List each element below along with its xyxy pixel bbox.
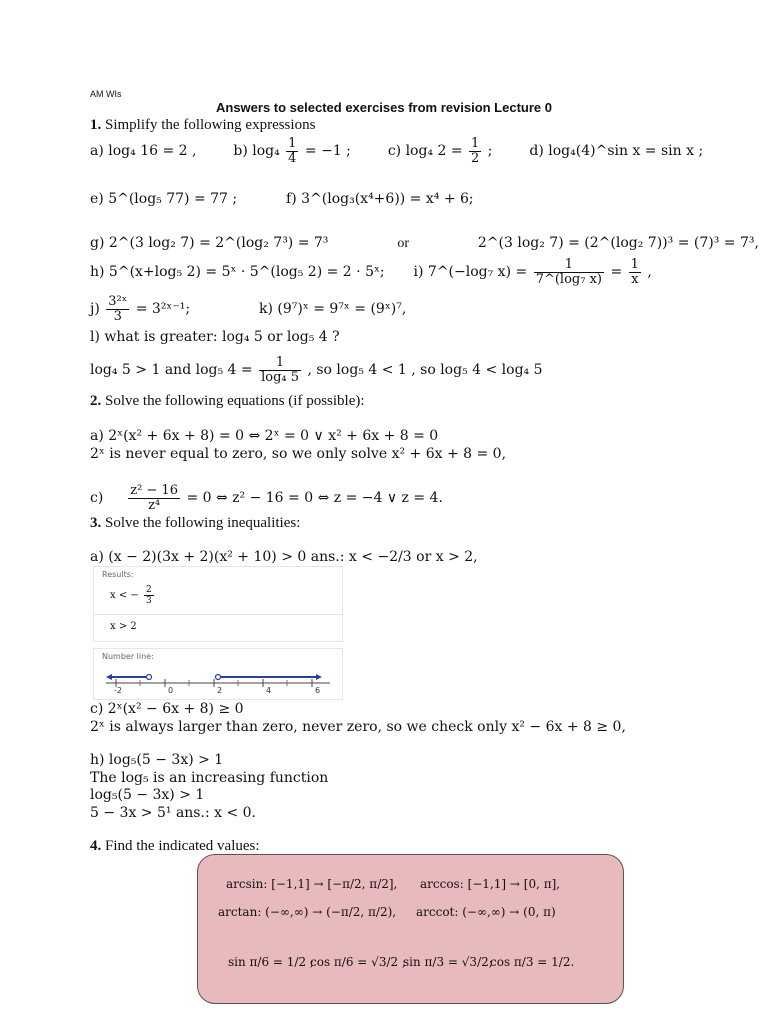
expr-g-or: or <box>397 236 410 251</box>
expr-f: f) 3^(log₃(x⁴+6)) = x⁴ + 6; <box>286 191 474 207</box>
eq-a: a) 2ˣ(x² + 6x + 8) = 0 ⇔ 2ˣ = 0 ∨ x² + 6x + 8 = 0 <box>90 428 439 444</box>
result-1-pre: x < − <box>110 590 139 601</box>
expr-b-post: = −1 ; <box>304 143 351 159</box>
frac-num: 3²ˣ <box>108 293 128 309</box>
expr-row-e-f <box>90 190 474 208</box>
frac-num: 2 <box>145 585 152 595</box>
fraction-j <box>106 295 129 324</box>
l-answer-pre: log₄ 5 > 1 and log₅ 4 = <box>90 362 253 378</box>
expr-c-post: ; <box>487 143 493 159</box>
l-answer-post: , so log₅ 4 < 1 , so log₅ 4 < log₄ 5 <box>307 362 543 378</box>
expr-row-g <box>90 234 759 253</box>
frac-den: 3 <box>145 596 152 606</box>
expr-k: k) (9⁷)ˣ = 9⁷ˣ = (9ˣ)⁷, <box>258 301 407 317</box>
tick-label: 6 <box>315 686 321 695</box>
results-divider <box>94 614 342 615</box>
ineq-a: a) (x − 2)(3x + 2)(x² + 10) > 0 ans.: x < −2/3 or x > 2, <box>90 549 478 565</box>
result-2: x > 2 <box>110 621 137 632</box>
expr-i-eq: = <box>610 264 623 280</box>
fraction-i-1 <box>534 258 604 287</box>
frac-num: 1 <box>259 356 301 371</box>
author-initials: AM WIs <box>90 89 122 99</box>
expr-l-answer <box>90 352 543 388</box>
expr-a: a) log₄ 16 = 2 , <box>90 143 197 159</box>
results-panel <box>93 566 343 642</box>
eq-c <box>90 478 443 518</box>
tick-label: 4 <box>266 686 272 695</box>
expr-row-a-d <box>90 134 703 168</box>
expr-e: e) 5^(log₅ 77) = 77 ; <box>90 191 238 207</box>
expr-b-pre: b) log₄ <box>233 143 280 159</box>
fraction-eq-c <box>128 484 180 513</box>
arccos-def: arccos: [−1,1] → [0, π], <box>420 877 561 891</box>
expr-j <box>90 290 190 328</box>
sin-pi-3: sin π/3 = √3/2; <box>403 955 493 969</box>
results-caption: Results: <box>102 570 134 579</box>
ineq-c: c) 2ˣ(x² − 6x + 8) ≥ 0 <box>90 701 244 717</box>
expr-row-j-k <box>90 290 406 328</box>
section-3-number: 3. <box>90 515 102 531</box>
expr-j-pre: j) <box>90 301 100 317</box>
ineq-c-note: 2ˣ is always larger than zero, never zero, so we check only x² − 6x + 8 ≥ 0, <box>90 719 626 735</box>
expr-c <box>388 134 493 168</box>
frac-num: 1 <box>630 256 639 272</box>
tick-label: 2 <box>217 686 223 695</box>
section-4-number: 4. <box>90 838 102 854</box>
frac-den: 4 <box>288 150 297 166</box>
cos-pi-6: cos π/6 = √3/2 ; <box>310 955 406 969</box>
page-title: Answers to selected exercises from revision Lecture 0 <box>216 100 552 115</box>
eq-c-post: = 0 ⇔ z² − 16 = 0 ⇔ z = −4 ∨ z = 4. <box>186 490 443 506</box>
eq-c-pre: c) <box>90 490 104 506</box>
ineq-h: h) log₅(5 − 3x) > 1 <box>90 752 224 768</box>
frac-den: 7^(log₇ x) <box>535 271 602 287</box>
section-3-text: Solve the following inequalities: <box>105 515 301 531</box>
tick-label: 0 <box>168 686 174 695</box>
frac-num: 1 <box>471 135 480 151</box>
result-1-fraction <box>144 585 154 606</box>
expr-b <box>233 134 351 168</box>
open-point-left <box>147 675 152 680</box>
expr-c-pre: c) log₄ 2 = <box>387 143 463 159</box>
ineq-h-note-1: The log₅ is an increasing function <box>90 770 329 786</box>
expr-row-h-i <box>90 254 652 290</box>
frac-den: x <box>631 271 639 287</box>
cos-pi-3: cos π/3 = 1/2. <box>490 955 575 969</box>
expr-d: d) log₄(4)^sin x = sin x ; <box>529 143 704 159</box>
expr-g-left: g) 2^(3 log₂ 7) = 2^(log₂ 7³) = 7³ <box>90 235 329 251</box>
arcsin-def: arcsin: [−1,1] → [−π/2, π/2], <box>226 877 398 891</box>
section-2-number: 2. <box>90 393 102 409</box>
section-4-text: Find the indicated values: <box>105 838 260 854</box>
ineq-h-note-2: log₅(5 − 3x) > 1 <box>90 787 205 803</box>
frac-num: z² − 16 <box>130 482 178 498</box>
frac-den: 3 <box>113 308 122 324</box>
number-line-panel <box>93 648 343 700</box>
section-4-heading <box>90 837 260 855</box>
open-point-right <box>216 675 221 680</box>
frac-num: 1 <box>288 135 297 151</box>
section-1-text: Simplify the following expressions <box>105 117 316 133</box>
expr-i <box>414 254 652 290</box>
section-2-heading <box>90 392 365 410</box>
fraction-quarter <box>286 137 298 166</box>
ineq-h-note-3: 5 − 3x > 5¹ ans.: x < 0. <box>90 805 256 821</box>
expr-h: h) 5^(x+log₅ 2) = 5ˣ · 5^(log₅ 2) = 2 · 5ˣ; <box>90 264 385 280</box>
arccot-def: arccot: (−∞,∞) → (0, π) <box>416 905 556 919</box>
section-1-heading <box>90 116 315 134</box>
fraction-i-2 <box>629 258 641 287</box>
frac-den: log₄ 5 <box>261 369 299 385</box>
fraction-l <box>259 356 301 385</box>
frac-num: 1 <box>534 258 604 273</box>
sin-pi-6: sin π/6 = 1/2 ; <box>228 955 314 969</box>
fraction-half <box>469 137 481 166</box>
frac-den: 2 <box>471 150 480 166</box>
arctan-def: arctan: (−∞,∞) → (−π/2, π/2), <box>218 905 397 919</box>
number-line-caption: Number line: <box>102 652 154 661</box>
result-1 <box>110 585 156 606</box>
eq-a-note: 2ˣ is never equal to zero, so we only solve x² + 6x + 8 = 0, <box>90 446 507 462</box>
expr-l: l) what is greater: log₄ 5 or log₅ 4 ? <box>90 329 340 345</box>
section-1-number: 1. <box>90 117 102 133</box>
expr-j-post: = 3²ˣ⁻¹; <box>135 301 191 317</box>
expr-i-pre: i) 7^(−log₇ x) = <box>413 264 528 280</box>
section-3-heading <box>90 514 300 532</box>
expr-g-right: 2^(3 log₂ 7) = (2^(log₂ 7))³ = (7)³ = 7³, <box>477 235 759 251</box>
frac-den: z⁴ <box>148 497 161 513</box>
tick-label: -2 <box>114 686 122 695</box>
section-2-text: Solve the following equations (if possible): <box>105 393 365 409</box>
inverse-trig-box <box>197 854 624 1004</box>
expr-i-post: , <box>647 264 652 280</box>
